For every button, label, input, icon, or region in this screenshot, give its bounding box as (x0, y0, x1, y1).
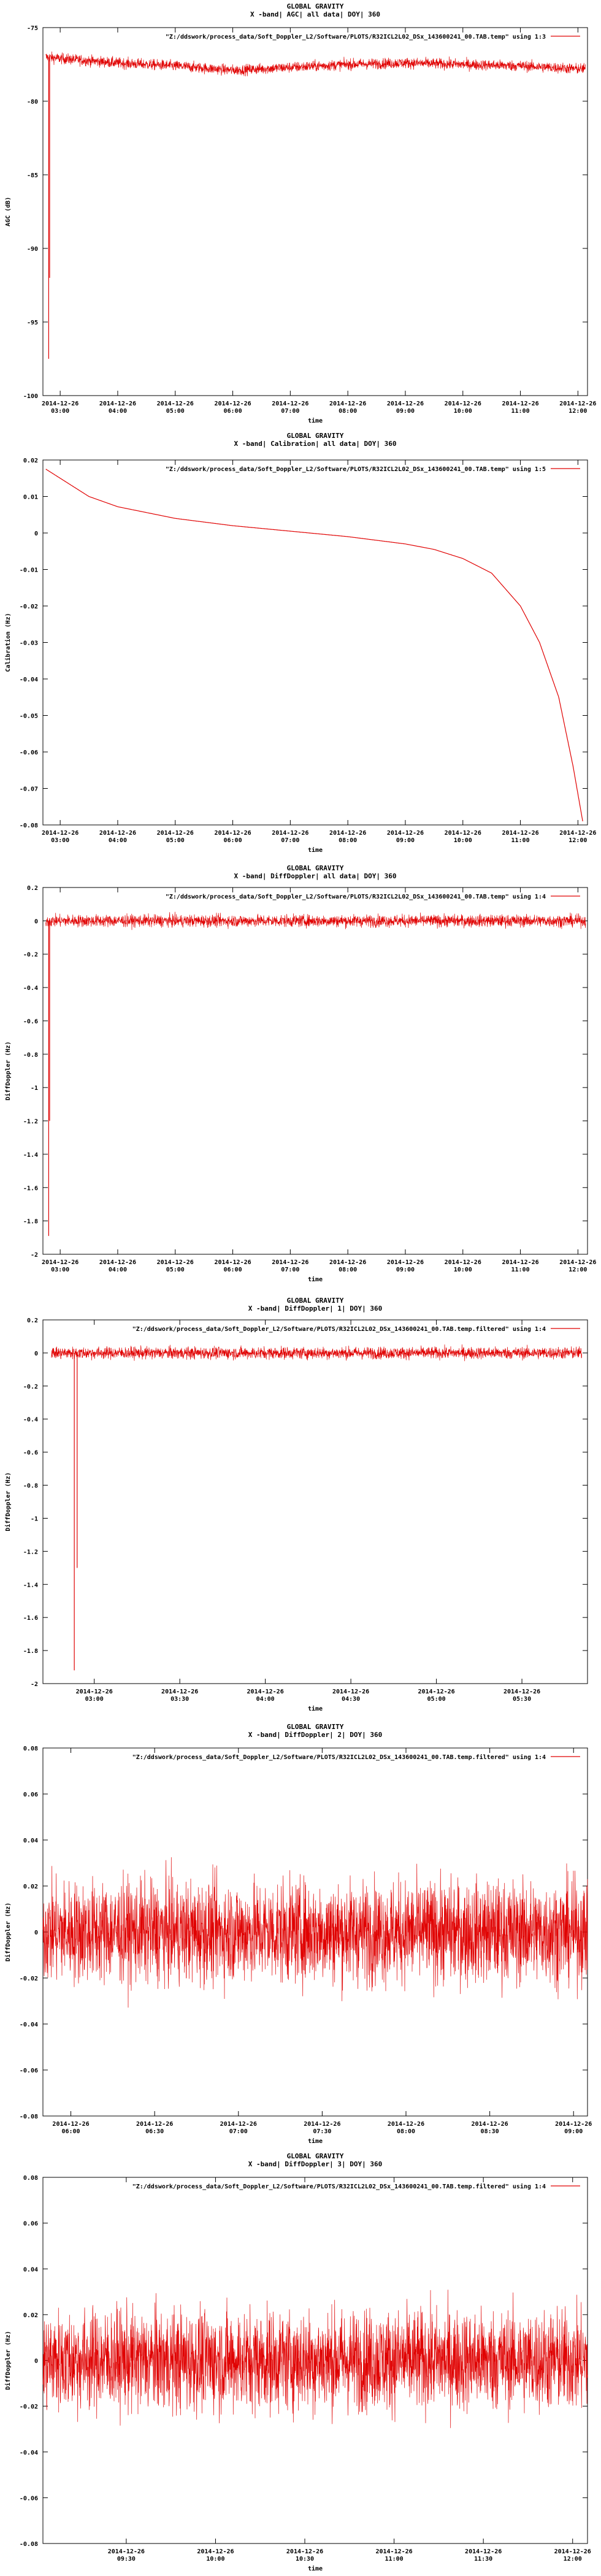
x-tick-time-label: 10:00 (453, 408, 472, 415)
x-tick-time-label: 06:00 (61, 2128, 80, 2135)
x-tick-date-label: 2014-12-26 (329, 1259, 367, 1266)
chart-5 (4, 1723, 592, 2145)
x-tick-date-label: 2014-12-26 (332, 1689, 370, 1695)
chart-subtitle: X -band| DiffDoppler| 1| DOY| 360 (248, 1305, 383, 1313)
x-tick-date-label: 2014-12-26 (386, 401, 424, 407)
chart-title: GLOBAL GRAVITY (286, 1723, 344, 1731)
x-tick-time-label: 06:30 (145, 2128, 164, 2135)
plot-frame (43, 887, 588, 1254)
x-tick-time-label: 04:00 (108, 837, 127, 844)
x-axis-label: time (307, 1276, 323, 1283)
chart-title: GLOBAL GRAVITY (286, 432, 344, 440)
x-tick-date-label: 2014-12-26 (444, 1259, 481, 1266)
y-axis-label: Calibration (Hz) (5, 613, 12, 672)
x-tick-date-label: 2014-12-26 (502, 1259, 539, 1266)
x-axis-label: time (307, 2138, 323, 2145)
y-tick-label: -1.4 (23, 1151, 38, 1159)
y-tick-label: -0.4 (23, 1416, 38, 1424)
chart-title: GLOBAL GRAVITY (286, 2152, 344, 2160)
chart-subtitle: X -band| AGC| all data| DOY| 360 (250, 10, 380, 18)
x-tick-date-label: 2014-12-26 (502, 830, 539, 837)
x-tick-time-label: 11:30 (474, 2556, 493, 2563)
y-tick-label: -75 (26, 25, 38, 32)
x-tick-time-label: 11:00 (385, 2556, 404, 2563)
x-tick-time-label: 03:00 (51, 1267, 70, 1273)
x-tick-date-label: 2014-12-26 (286, 2548, 324, 2555)
x-tick-time-label: 07:00 (229, 2128, 248, 2135)
y-tick-label: -1.8 (23, 1648, 38, 1655)
y-tick-label: -1.8 (23, 1218, 38, 1225)
x-tick-date-label: 2014-12-26 (386, 830, 424, 837)
legend-label: "Z:/ddswork/process_data/Soft_Doppler_L2/Software/PLOTS/R32ICL2L02_DSx_143600241_00.TAB.temp.filtered" using 1:4 (132, 1754, 546, 1761)
x-tick-date-label: 2014-12-26 (304, 2121, 341, 2128)
x-tick-time-label: 07:30 (313, 2128, 332, 2135)
x-tick-date-label: 2014-12-26 (329, 830, 367, 837)
x-tick-date-label: 2014-12-26 (156, 401, 194, 407)
chart-title: GLOBAL GRAVITY (286, 1297, 344, 1305)
x-tick-date-label: 2014-12-26 (559, 830, 597, 837)
x-tick-date-label: 2014-12-26 (161, 1689, 199, 1695)
x-tick-date-label: 2014-12-26 (471, 2121, 508, 2128)
x-tick-date-label: 2014-12-26 (42, 830, 79, 837)
x-tick-date-label: 2014-12-26 (387, 2121, 425, 2128)
y-tick-label: -80 (26, 99, 38, 105)
x-tick-date-label: 2014-12-26 (214, 1259, 251, 1266)
y-axis-label: DiffDoppler (Hz) (5, 1902, 12, 1962)
x-tick-time-label: 11:00 (511, 408, 530, 415)
chart-subtitle: X -band| DiffDoppler| 2| DOY| 360 (248, 1731, 383, 1739)
y-tick-label: 0.2 (26, 1317, 38, 1324)
x-tick-time-label: 11:00 (511, 1267, 530, 1273)
y-tick-label: 0.2 (26, 885, 38, 892)
y-tick-label: -1.2 (23, 1118, 38, 1125)
y-tick-label: -0.4 (23, 985, 38, 992)
y-tick-label: -90 (26, 246, 38, 253)
legend-label: "Z:/ddswork/process_data/Soft_Doppler_L2/Software/PLOTS/R32ICL2L02_DSx_143600241_00.TAB.temp.filtered" using 1:4 (132, 1326, 546, 1333)
legend-label: "Z:/ddswork/process_data/Soft_Doppler_L2/Software/PLOTS/R32ICL2L02_DSx_143600241_00.TAB.temp.filtered" using 1:4 (132, 2183, 546, 2190)
x-tick-date-label: 2014-12-26 (554, 2548, 591, 2555)
chart-2 (4, 432, 596, 854)
series-line (46, 469, 583, 821)
x-tick-date-label: 2014-12-26 (214, 830, 251, 837)
y-tick-label: -0.06 (19, 2068, 38, 2074)
y-tick-label: -0.2 (23, 1383, 38, 1390)
y-tick-label: -1.6 (23, 1615, 38, 1622)
y-tick-label: 0.08 (23, 2175, 38, 2182)
chart-1 (5, 2, 596, 424)
x-tick-time-label: 07:00 (281, 1267, 300, 1273)
x-tick-date-label: 2014-12-26 (559, 1259, 597, 1266)
x-tick-time-label: 09:00 (396, 837, 415, 844)
x-tick-date-label: 2014-12-26 (329, 401, 367, 407)
y-tick-label: -0.8 (23, 1051, 38, 1059)
y-tick-label: 0.04 (23, 2266, 38, 2274)
y-axis-label: DiffDoppler (Hz) (5, 2331, 12, 2390)
x-tick-time-label: 08:00 (396, 2128, 416, 2135)
plot-frame (43, 1320, 588, 1684)
y-axis-label: DiffDoppler (Hz) (5, 1472, 12, 1531)
x-tick-time-label: 03:00 (51, 408, 70, 415)
series-line (46, 52, 586, 76)
y-tick-label: -0.6 (23, 1449, 38, 1457)
x-tick-date-label: 2014-12-26 (156, 830, 194, 837)
y-tick-label: -0.6 (23, 1018, 38, 1025)
y-tick-label: 0.02 (23, 458, 38, 464)
x-tick-date-label: 2014-12-26 (75, 1689, 113, 1695)
y-tick-label: -0.02 (19, 604, 38, 610)
x-tick-date-label: 2014-12-26 (197, 2548, 234, 2555)
x-tick-time-label: 08:00 (339, 408, 358, 415)
y-tick-label: 0.06 (23, 1792, 38, 1798)
x-axis-label: time (307, 847, 323, 854)
y-tick-label: -0.8 (23, 1482, 38, 1490)
x-tick-date-label: 2014-12-26 (99, 401, 137, 407)
x-tick-date-label: 2014-12-26 (214, 401, 251, 407)
x-tick-time-label: 03:00 (51, 837, 70, 844)
y-tick-label: -0.08 (19, 822, 38, 829)
x-tick-time-label: 12:00 (568, 1267, 588, 1273)
x-tick-time-label: 06:00 (223, 1267, 242, 1273)
y-tick-label: -0.04 (19, 677, 38, 683)
y-tick-label: -0.06 (19, 2495, 38, 2502)
x-tick-time-label: 05:00 (427, 1696, 446, 1703)
y-tick-label: 0.04 (23, 1838, 38, 1844)
x-tick-time-label: 04:00 (108, 408, 127, 415)
x-tick-date-label: 2014-12-26 (156, 1259, 194, 1266)
x-tick-date-label: 2014-12-26 (99, 830, 137, 837)
chart-4 (4, 1297, 588, 1712)
series-line (46, 912, 586, 930)
x-tick-date-label: 2014-12-26 (503, 1689, 541, 1695)
y-tick-label: -95 (26, 320, 38, 326)
y-tick-label: -0.03 (19, 640, 38, 647)
chart-3 (4, 864, 596, 1283)
x-tick-date-label: 2014-12-26 (220, 2121, 257, 2128)
x-tick-time-label: 10:00 (453, 837, 472, 844)
chart-subtitle: X -band| Calibration| all data| DOY| 360 (234, 440, 397, 448)
y-tick-label: 0 (34, 918, 38, 926)
x-tick-time-label: 07:00 (281, 837, 300, 844)
y-tick-label: -0.08 (19, 2541, 38, 2548)
series-line (52, 1344, 582, 1361)
y-tick-label: -0.02 (19, 1976, 38, 1982)
y-tick-label: -2 (30, 1252, 38, 1259)
x-tick-time-label: 08:30 (480, 2128, 499, 2135)
chart-title: GLOBAL GRAVITY (286, 864, 344, 872)
y-tick-label: -100 (23, 393, 38, 400)
x-tick-date-label: 2014-12-26 (107, 2548, 145, 2555)
y-axis-label: DiffDoppler (Hz) (5, 1041, 12, 1101)
series-line (43, 1857, 588, 2007)
series-line (43, 2290, 588, 2428)
y-tick-label: 0.02 (23, 2312, 38, 2319)
x-tick-time-label: 04:00 (108, 1267, 127, 1273)
x-tick-date-label: 2014-12-26 (42, 1259, 79, 1266)
x-tick-time-label: 06:00 (223, 837, 242, 844)
y-tick-label: -1 (30, 1516, 38, 1523)
x-tick-time-label: 11:00 (511, 837, 530, 844)
y-tick-label: -1 (30, 1085, 38, 1092)
x-tick-date-label: 2014-12-26 (42, 401, 79, 407)
chart-subtitle: X -band| DiffDoppler| all data| DOY| 360 (234, 872, 397, 880)
legend-label: "Z:/ddswork/process_data/Soft_Doppler_L2/Software/PLOTS/R32ICL2L02_DSx_143600241_00.TAB.temp" using 1:3 (165, 34, 546, 40)
x-tick-time-label: 12:00 (563, 2556, 582, 2563)
x-tick-time-label: 12:00 (568, 837, 588, 844)
x-tick-date-label: 2014-12-26 (418, 1689, 455, 1695)
x-tick-time-label: 10:00 (206, 2556, 225, 2563)
x-tick-date-label: 2014-12-26 (559, 401, 597, 407)
legend-label: "Z:/ddswork/process_data/Soft_Doppler_L2/Software/PLOTS/R32ICL2L02_DSx_143600241_00.TAB.temp" using 1:4 (165, 894, 546, 900)
y-tick-label: -0.06 (19, 749, 38, 756)
plot-frame (43, 460, 588, 825)
y-tick-label: 0 (34, 1930, 38, 1936)
y-tick-label: 0.01 (23, 494, 38, 501)
chart-6 (4, 2152, 591, 2572)
y-tick-label: 0.02 (23, 1884, 38, 1890)
y-tick-label: -0.04 (19, 2449, 38, 2456)
x-tick-time-label: 04:00 (256, 1696, 275, 1703)
x-tick-time-label: 08:00 (339, 837, 358, 844)
x-tick-time-label: 05:00 (166, 837, 185, 844)
y-tick-label: -0.02 (19, 2404, 38, 2411)
x-tick-time-label: 09:30 (117, 2556, 136, 2563)
x-tick-time-label: 04:30 (342, 1696, 361, 1703)
x-tick-time-label: 05:00 (166, 408, 185, 415)
x-tick-time-label: 09:00 (396, 1267, 415, 1273)
x-tick-time-label: 03:30 (170, 1696, 189, 1703)
x-tick-date-label: 2014-12-26 (99, 1259, 137, 1266)
x-tick-date-label: 2014-12-26 (272, 401, 309, 407)
x-tick-date-label: 2014-12-26 (272, 1259, 309, 1266)
y-tick-label: 0 (34, 1350, 38, 1357)
x-axis-label: time (307, 1706, 323, 1712)
x-tick-time-label: 03:00 (85, 1696, 104, 1703)
x-axis-label: time (307, 418, 323, 424)
x-tick-date-label: 2014-12-26 (52, 2121, 90, 2128)
x-tick-time-label: 10:00 (453, 1267, 472, 1273)
y-tick-label: -2 (30, 1681, 38, 1688)
y-tick-label: -1.4 (23, 1582, 38, 1589)
y-tick-label: -0.04 (19, 2022, 38, 2028)
y-tick-label: 0 (34, 2358, 38, 2365)
y-tick-label: -0.08 (19, 2114, 38, 2120)
y-tick-label: 0.06 (23, 2220, 38, 2228)
x-tick-time-label: 08:00 (339, 1267, 358, 1273)
y-tick-label: -85 (26, 172, 38, 179)
x-tick-date-label: 2014-12-26 (272, 830, 309, 837)
x-tick-time-label: 12:00 (568, 408, 588, 415)
x-tick-date-label: 2014-12-26 (375, 2548, 413, 2555)
x-tick-time-label: 10:30 (295, 2556, 315, 2563)
y-tick-label: -0.01 (19, 567, 38, 574)
x-tick-time-label: 05:00 (166, 1267, 185, 1273)
x-axis-label: time (307, 2566, 323, 2572)
y-tick-label: 0 (34, 531, 38, 537)
chart-subtitle: X -band| DiffDoppler| 3| DOY| 360 (248, 2160, 383, 2168)
y-tick-label: -1.6 (23, 1185, 38, 1192)
x-tick-date-label: 2014-12-26 (444, 401, 481, 407)
x-tick-date-label: 2014-12-26 (136, 2121, 174, 2128)
x-tick-date-label: 2014-12-26 (465, 2548, 502, 2555)
y-axis-label: AGC (dB) (5, 196, 12, 227)
x-tick-date-label: 2014-12-26 (555, 2121, 592, 2128)
x-tick-time-label: 09:00 (564, 2128, 583, 2135)
plot-frame (43, 28, 588, 396)
y-tick-label: 0.08 (23, 1746, 38, 1752)
chart-title: GLOBAL GRAVITY (286, 2, 344, 10)
x-tick-date-label: 2014-12-26 (247, 1689, 284, 1695)
y-tick-label: -0.05 (19, 713, 38, 720)
y-tick-label: -0.2 (23, 951, 38, 959)
y-tick-label: -0.07 (19, 786, 38, 793)
x-tick-date-label: 2014-12-26 (444, 830, 481, 837)
y-tick-label: -1.2 (23, 1549, 38, 1556)
x-tick-date-label: 2014-12-26 (502, 401, 539, 407)
x-tick-time-label: 09:00 (396, 408, 415, 415)
x-tick-date-label: 2014-12-26 (386, 1259, 424, 1266)
x-tick-time-label: 07:00 (281, 408, 300, 415)
x-tick-time-label: 06:00 (223, 408, 242, 415)
legend-label: "Z:/ddswork/process_data/Soft_Doppler_L2/Software/PLOTS/R32ICL2L02_DSx_143600241_00.TAB.temp" using 1:5 (165, 466, 546, 473)
x-tick-time-label: 05:30 (513, 1696, 532, 1703)
